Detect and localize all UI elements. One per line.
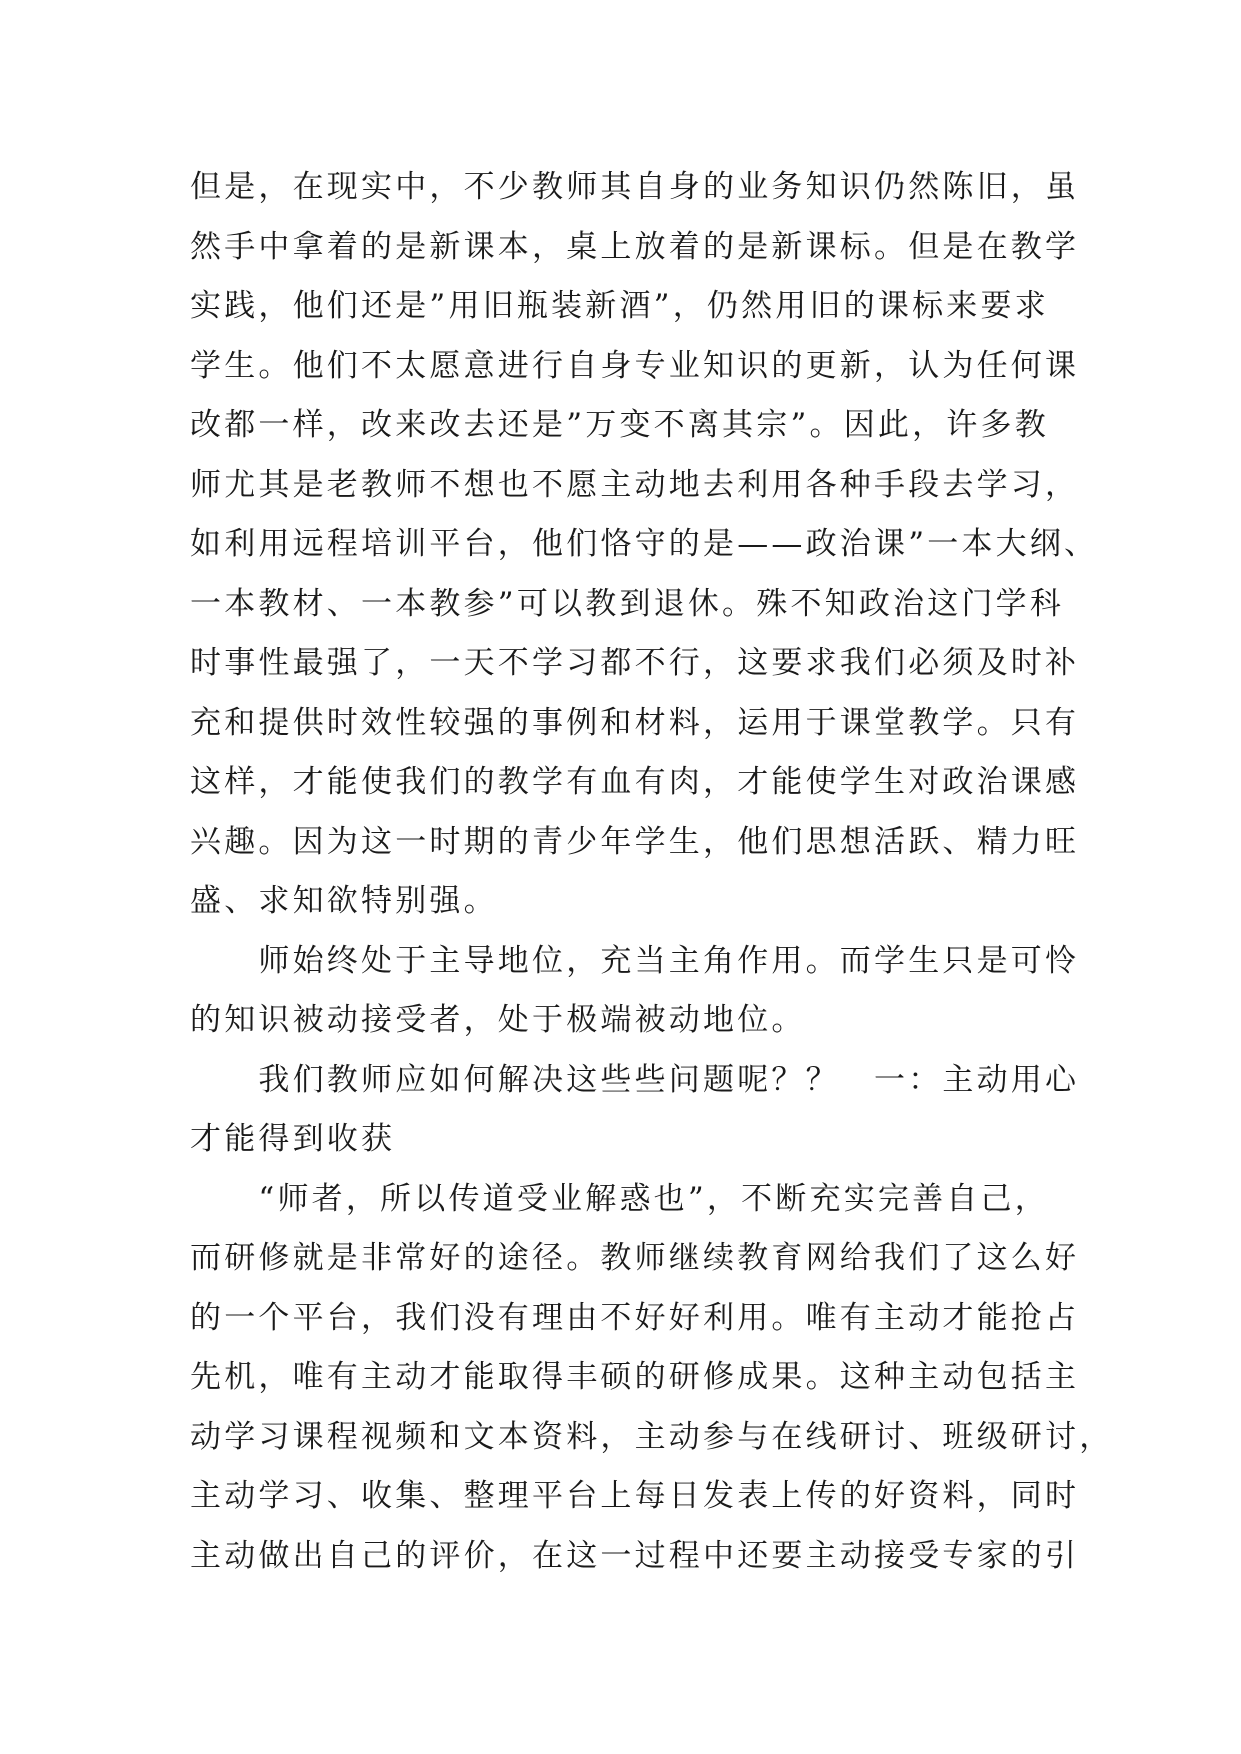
- text-line: 师尤其是老教师不想也不愿主动地去利用各种手段去学习，: [190, 466, 1080, 503]
- text-line: 师始终处于主导地位，充当主角作用。而学生只是可怜: [190, 942, 1080, 979]
- text-line: 兴趣。因为这一时期的青少年学生，他们思想活跃、精力旺: [190, 823, 1080, 860]
- text-line: 这样，才能使我们的教学有血有肉，才能使学生对政治课感: [190, 764, 1080, 800]
- text-line: 我们教师应如何解决这些些问题呢？？ 一：主动用心: [190, 1061, 1080, 1098]
- text-line: 主动做出自己的评价，在这一过程中还要主动接受专家的引: [190, 1537, 1080, 1574]
- body-text: [190, 158, 1114, 1586]
- text-line: 主动学习、收集、整理平台上每日发表上传的好资料，同时: [190, 1478, 1080, 1514]
- text-line: 时事性最强了，一天不学习都不行，这要求我们必须及时补: [190, 645, 1080, 681]
- text-line: 如利用远程培训平台，他们恪守的是——政治课”一本大纲、: [190, 526, 1099, 562]
- text-line: 学生。他们不太愿意进行自身专业知识的更新，认为任何课: [190, 347, 1080, 384]
- text-line: 充和提供时效性较强的事例和材料，运用于课堂教学。只有: [190, 704, 1080, 741]
- text-line: 动学习课程视频和文本资料，主动参与在线研讨、班级研讨，: [190, 1418, 1114, 1455]
- text-line: 的一个平台，我们没有理由不好好利用。唯有主动才能抢占: [190, 1299, 1080, 1336]
- text-line: 实践，他们还是”用旧瓶装新酒”，仍然用旧的课标来要求: [190, 288, 1049, 324]
- text-line: 先机，唯有主动才能取得丰硕的研修成果。这种主动包括主: [190, 1359, 1080, 1395]
- text-line: “师者，所以传道受业解惑也”，不断充实完善自己，: [190, 1180, 1049, 1217]
- text-line: 但是，在现实中，不少教师其自身的业务知识仍然陈旧，虽: [190, 169, 1080, 205]
- text-line: 一本教材、一本教参”可以教到退休。殊不知政治这门学科: [190, 585, 1065, 622]
- text-line: 才能得到收获: [190, 1121, 396, 1157]
- text-line: 而研修就是非常好的途径。教师继续教育网给我们了这么好: [190, 1240, 1080, 1276]
- text-line: 盛、求知欲特别强。: [190, 883, 498, 919]
- text-line: 改都一样，改来改去还是”万变不离其宗”。因此，许多教: [190, 407, 1049, 443]
- text-line: 的知识被动接受者，处于极端被动地位。: [190, 1002, 806, 1038]
- text-line: 然手中拿着的是新课本，桌上放着的是新课标。但是在教学: [190, 228, 1080, 265]
